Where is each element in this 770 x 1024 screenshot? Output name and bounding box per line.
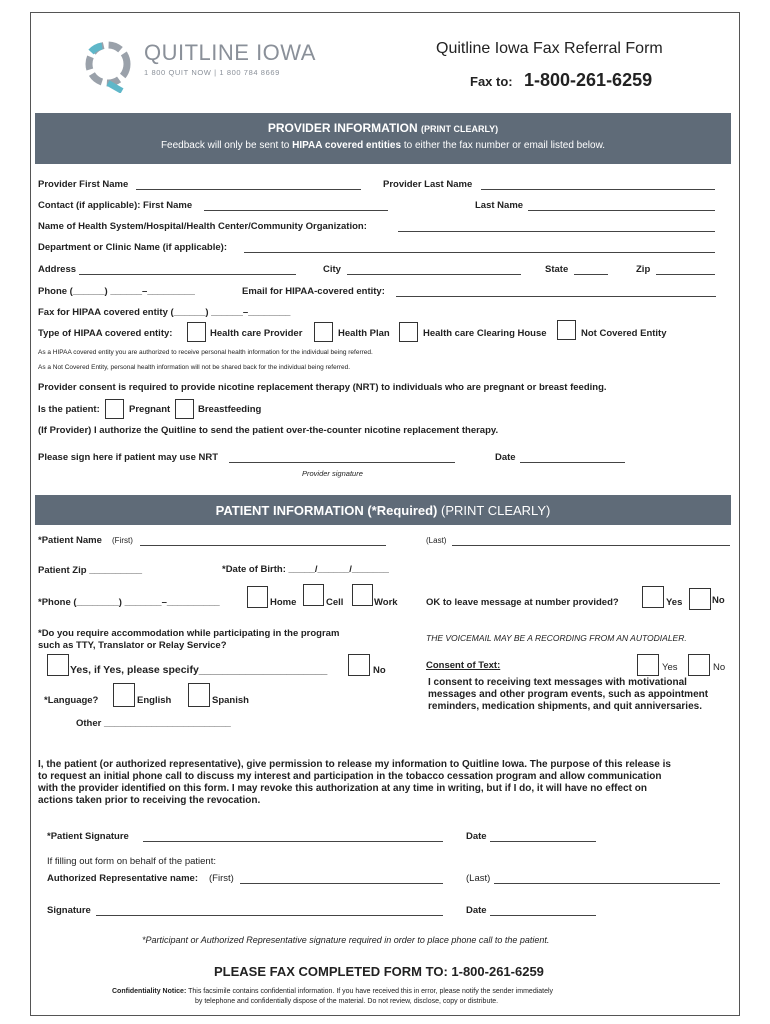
text-consent-no-checkbox[interactable] <box>688 654 710 676</box>
confidentiality-line2: by telephone and confidentially dispose of the material. Do not review, disclose, copy or distribute. <box>195 998 499 1005</box>
auth-rep-last-field[interactable] <box>494 883 720 884</box>
contact-first-label: Contact (if applicable): First Name <box>38 200 193 211</box>
form-title: Quitline Iowa Fax Referral Form <box>436 40 663 57</box>
patient-header-band <box>35 495 731 525</box>
auth-rep-last-label: (Last) <box>466 873 491 884</box>
city-label: City <box>323 264 341 275</box>
release-line4: actions taken prior to receiving the revocation. <box>38 795 261 806</box>
email-label: Email for HIPAA-covered entity: <box>242 286 385 297</box>
patient-title-note: (PRINT CLEARLY) <box>441 503 551 518</box>
brand-phones: 1 800 QUIT NOW | 1 800 784 8669 <box>144 68 280 77</box>
patient-section-title: PATIENT INFORMATION (*Required) <box>215 503 441 518</box>
consent-text-line2: messages and other program events, such as appointment <box>428 689 709 700</box>
provider-phone[interactable]: Phone (______) ______–_________ <box>38 286 195 297</box>
text-consent-yes-checkbox[interactable] <box>637 654 659 676</box>
rep-signature-field[interactable] <box>96 915 443 916</box>
entity-clearing-house-label: Health care Clearing House <box>423 328 547 339</box>
provider-title-note: (PRINT CLEARLY) <box>420 124 499 134</box>
patient-last-field[interactable] <box>452 545 730 546</box>
state-label: State <box>545 264 569 275</box>
contact-last-field[interactable] <box>528 210 715 211</box>
fax-number: 1-800-261-6259 <box>524 70 653 90</box>
pregnant-label: Pregnant <box>129 404 171 415</box>
consent-text-title: Consent of Text: <box>426 660 501 671</box>
entity-health-plan-label: Health Plan <box>338 328 390 339</box>
patient-date-field[interactable] <box>490 841 596 842</box>
phone-home-checkbox[interactable] <box>247 586 268 608</box>
confidentiality-notice <box>112 988 553 995</box>
ok-message-no-checkbox[interactable] <box>689 588 711 610</box>
phone-cell-label: Cell <box>326 597 344 608</box>
language-spanish-label: Spanish <box>212 695 249 706</box>
language-english-checkbox[interactable] <box>113 683 135 707</box>
patient-dob[interactable]: *Date of Birth: _____/______/_______ <box>222 564 389 575</box>
patient-signature-field[interactable] <box>143 841 443 842</box>
ok-message-yes-label: Yes <box>666 597 683 608</box>
patient-last-label: (Last) <box>426 536 447 545</box>
release-line1: I, the patient (or authorized representative), give permission to release my information to Quitline Iowa. The purpose of this release is <box>38 759 671 770</box>
phone-cell-checkbox[interactable] <box>303 584 324 606</box>
contact-first-field[interactable] <box>204 210 388 211</box>
nrt-authorize: (If Provider) I authorize the Quitline to send the patient over-the-counter nicotine replacement therapy. <box>38 425 499 436</box>
provider-header-band <box>35 113 731 164</box>
fax-cta: PLEASE FAX COMPLETED FORM TO: 1-800-261-6259 <box>214 964 544 979</box>
ok-message-label: OK to leave message at number provided? <box>426 597 619 608</box>
provider-date-field[interactable] <box>520 462 625 463</box>
provider-date-label: Date <box>495 452 516 463</box>
breastfeeding-label: Breastfeeding <box>198 404 262 415</box>
patient-signature-label: *Patient Signature <box>47 831 129 842</box>
org-field[interactable] <box>398 231 715 232</box>
dept-field[interactable] <box>244 252 715 253</box>
pregnant-checkbox[interactable] <box>105 399 124 419</box>
consent-text-line1: I consent to receiving text messages with motivational <box>428 677 687 688</box>
nrt-consent-required: Provider consent is required to provide nicotine replacement therapy (NRT) to individuals who are pregnant or breast feeding. <box>38 382 607 393</box>
entity-type-label: Type of HIPAA covered entity: <box>38 328 173 339</box>
accommodation-yes-checkbox[interactable] <box>47 654 69 676</box>
ok-message-yes-checkbox[interactable] <box>642 586 664 608</box>
zip-label: Zip <box>636 264 651 275</box>
accommodation-no-label: No <box>373 665 386 676</box>
entity-provider-checkbox[interactable] <box>187 322 206 342</box>
patient-date-label: Date <box>466 831 487 842</box>
accommodation-line1: *Do you require accommodation while participating in the program <box>38 628 340 639</box>
consent-text-line3: reminders, medication shipments, and quit anniversaries. <box>428 701 702 712</box>
provider-first-name-field[interactable] <box>136 189 361 190</box>
phone-home-label: Home <box>270 597 297 608</box>
address-field[interactable] <box>79 274 296 275</box>
patient-first-label: (First) <box>112 536 133 545</box>
city-field[interactable] <box>347 274 521 275</box>
voicemail-note: THE VOICEMAIL MAY BE A RECORDING FROM AN AUTODIALER. <box>426 633 687 643</box>
confidentiality-label: Confidentiality Notice: <box>112 988 187 995</box>
rep-date-label: Date <box>466 905 487 916</box>
auth-rep-label: Authorized Representative name: <box>47 873 198 884</box>
nrt-sign-label: Please sign here if patient may use NRT <box>38 452 219 463</box>
auth-rep-first-field[interactable] <box>240 883 443 884</box>
language-english-label: English <box>137 695 172 706</box>
entity-health-plan-checkbox[interactable] <box>314 322 333 342</box>
hipaa-note: As a HIPAA covered entity you are authorized to receive personal health information for the individual being referred. <box>38 349 373 356</box>
email-field[interactable] <box>396 296 716 297</box>
provider-section-title: PROVIDER INFORMATION <box>267 121 418 135</box>
zip-field[interactable] <box>656 274 715 275</box>
entity-provider-label: Health care Provider <box>210 328 303 339</box>
address-label: Address <box>38 264 77 275</box>
patient-first-field[interactable] <box>140 545 386 546</box>
confidentiality-line1: This facsimile contains confidential information. If you have received this in error, please notify the sender immediately <box>186 988 554 995</box>
entity-not-covered-label: Not Covered Entity <box>581 328 667 339</box>
language-other[interactable]: Other ________________________ <box>76 718 231 729</box>
rep-date-field[interactable] <box>490 915 596 916</box>
release-line3: with the provider identified on this form. I may revoke this authorization at any time in writing, but if I do, it will have no effect on <box>38 783 647 794</box>
patient-zip[interactable]: Patient Zip __________ <box>38 565 143 576</box>
phone-work-checkbox[interactable] <box>352 584 373 606</box>
release-line2: to request an initial phone call to discuss my interest and participation in the tobacco cessation program and allow communication <box>38 771 662 782</box>
is-patient-label: Is the patient: <box>38 404 100 415</box>
patient-phone[interactable]: *Phone (________) _______–__________ <box>38 597 220 608</box>
language-spanish-checkbox[interactable] <box>188 683 210 707</box>
provider-first-name-label: Provider First Name <box>38 179 129 190</box>
phone-work-label: Work <box>374 597 398 608</box>
fax-to-label: Fax to: <box>470 74 513 89</box>
provider-subtitle-pre: Feedback will only be sent to <box>160 140 293 151</box>
brand-name: QUITLINE IOWA <box>144 40 316 65</box>
auth-rep-first-label: (First) <box>209 873 234 884</box>
provider-signature-caption: Provider signature <box>302 469 363 478</box>
signature-required-note: *Participant or Authorized Representative signature required in order to place phone call to the patient. <box>142 935 550 945</box>
state-field[interactable] <box>574 274 608 275</box>
provider-subtitle-bold: HIPAA covered entities <box>292 140 402 151</box>
not-covered-note: As a Not Covered Entity, personal health information will not be shared back for the individual being referred. <box>38 364 351 371</box>
behalf-label: If filling out form on behalf of the patient: <box>47 856 216 867</box>
provider-last-name-field[interactable] <box>481 189 715 190</box>
quitline-logo-icon <box>82 37 134 93</box>
rep-signature-label: Signature <box>47 905 91 916</box>
contact-last-label: Last Name <box>475 200 524 211</box>
accommodation-line2: such as TTY, Translator or Relay Service? <box>38 640 227 651</box>
breastfeeding-checkbox[interactable] <box>175 399 194 419</box>
provider-last-name-label: Provider Last Name <box>383 179 473 190</box>
dept-label: Department or Clinic Name (if applicable): <box>38 242 227 253</box>
provider-signature-field[interactable] <box>229 462 455 463</box>
entity-not-covered-checkbox[interactable] <box>557 320 576 340</box>
patient-name-label: *Patient Name <box>38 535 102 546</box>
accommodation-no-checkbox[interactable] <box>348 654 370 676</box>
text-consent-yes-label: Yes <box>662 662 678 673</box>
entity-clearing-house-checkbox[interactable] <box>399 322 418 342</box>
provider-subtitle-post: to either the fax number or email listed below. <box>401 140 606 151</box>
language-label: *Language? <box>44 695 99 706</box>
org-label: Name of Health System/Hospital/Health Center/Community Organization: <box>38 221 367 232</box>
ok-message-no-label: No <box>712 595 725 606</box>
provider-fax[interactable]: Fax for HIPAA covered entity (______) ______–________ <box>38 307 291 318</box>
text-consent-no-label: No <box>713 662 726 673</box>
accommodation-yes-specify[interactable]: Yes, if Yes, please specify______________________ <box>70 664 328 676</box>
